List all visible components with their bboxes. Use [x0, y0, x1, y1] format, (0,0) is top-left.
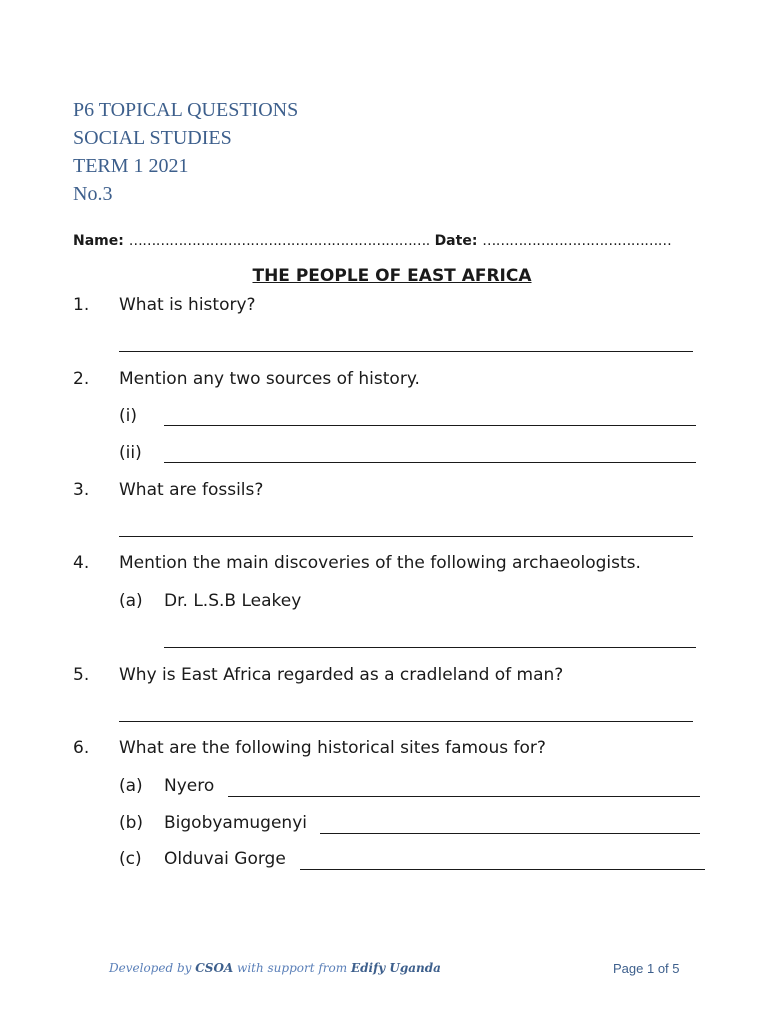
worksheet-header	[73, 96, 298, 208]
footer-with-support: with support from	[237, 961, 348, 975]
name-field[interactable]: ………………………………………………………….	[128, 233, 430, 249]
question-number: 5.	[73, 665, 90, 685]
answer-line[interactable]	[164, 647, 696, 648]
sub-text: Dr. L.S.B Leakey	[164, 591, 302, 611]
sub-label: (a)	[119, 776, 143, 796]
answer-line[interactable]	[320, 833, 700, 834]
page-title: THE PEOPLE OF EAST AFRICA	[252, 266, 532, 286]
question-text: What is history?	[119, 295, 256, 315]
answer-line[interactable]	[164, 462, 696, 463]
sub-text: Bigobyamugenyi	[164, 813, 307, 833]
sub-text: Olduvai Gorge	[164, 849, 286, 869]
footer-org: CSOA	[195, 961, 234, 975]
question-text: Mention the main discoveries of the following archaeologists.	[119, 553, 641, 573]
answer-line[interactable]	[119, 721, 693, 722]
footer-developed-by: Developed by	[109, 961, 192, 975]
date-field[interactable]: ……………………………………	[482, 233, 672, 249]
header-number-line: No.3	[73, 183, 113, 205]
sub-text: Nyero	[164, 776, 215, 796]
question-text: What are the following historical sites famous for?	[119, 738, 546, 758]
name-label: Name:	[73, 233, 124, 249]
header-term-line: TERM 1 2021	[73, 155, 189, 177]
question-number: 2.	[73, 369, 90, 389]
answer-line[interactable]	[300, 869, 705, 870]
question-number: 3.	[73, 480, 90, 500]
answer-line[interactable]	[119, 536, 693, 537]
sub-label: (i)	[119, 406, 137, 426]
page-number: Page 1 of 5	[613, 961, 680, 976]
answer-line[interactable]	[228, 796, 700, 797]
header-class-line: P6 TOPICAL QUESTIONS	[73, 99, 299, 121]
question-text: Why is East Africa regarded as a cradleland of man?	[119, 665, 564, 685]
question-number: 6.	[73, 738, 90, 758]
header-subject-line: SOCIAL STUDIES	[73, 127, 232, 149]
sub-label: (a)	[119, 591, 143, 611]
name-date-row	[73, 233, 671, 249]
footer-credit	[109, 961, 441, 975]
footer-partner: Edify Uganda	[350, 961, 441, 975]
question-text: Mention any two sources of history.	[119, 369, 420, 389]
date-label: Date:	[434, 233, 478, 249]
question-number: 1.	[73, 295, 90, 315]
sub-label: (b)	[119, 813, 144, 833]
sub-label: (c)	[119, 849, 142, 869]
answer-line[interactable]	[164, 425, 696, 426]
question-text: What are fossils?	[119, 480, 264, 500]
answer-line[interactable]	[119, 351, 693, 352]
question-number: 4.	[73, 553, 90, 573]
sub-label: (ii)	[119, 443, 142, 463]
